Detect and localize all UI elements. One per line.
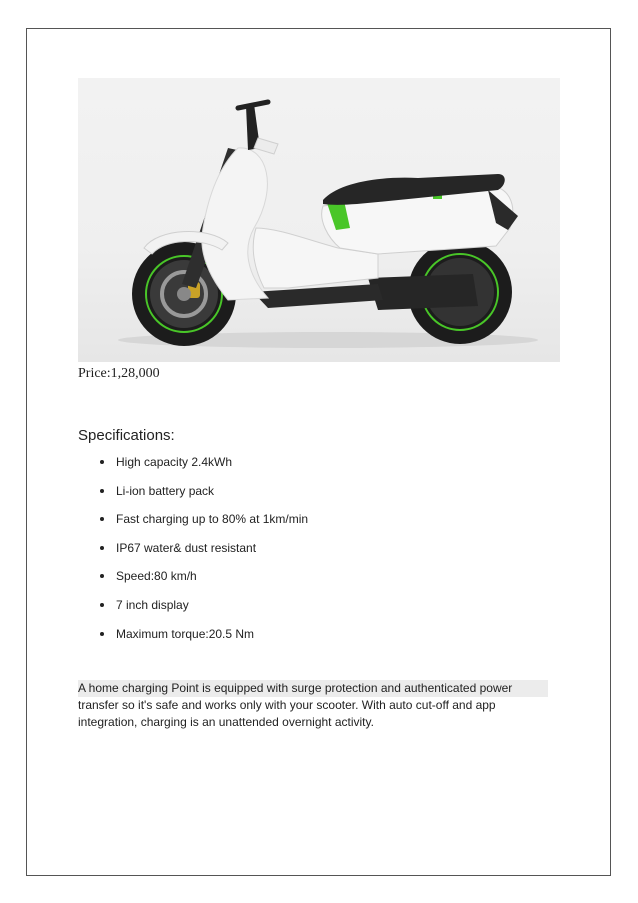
spec-item-text: High capacity 2.4kWh (116, 455, 233, 469)
bullet-icon (100, 574, 104, 578)
scooter-image (78, 78, 560, 362)
specifications-list (96, 455, 308, 655)
specifications-heading: Specifications: (78, 427, 175, 444)
paragraph-line: transfer so it's safe and works only with your scooter. With auto cut-off and app (78, 698, 496, 712)
spec-item-text: Fast charging up to 80% at 1km/min (116, 512, 309, 527)
list-item (96, 598, 308, 627)
bullet-icon (100, 517, 104, 521)
bullet-icon (100, 489, 104, 493)
price-text: Price:1,28,000 (78, 366, 160, 381)
list-item (96, 455, 308, 484)
scooter-illustration (78, 78, 560, 362)
list-item (96, 512, 308, 541)
list-item (96, 627, 308, 656)
bullet-icon (100, 546, 104, 550)
list-item (96, 484, 308, 513)
paragraph-line: integration, charging is an unattended overnight activity. (78, 715, 374, 729)
spec-item-text: Maximum torque:20.5 Nm (116, 626, 255, 641)
spec-item-text: 7 inch display (116, 597, 189, 612)
bullet-icon (100, 460, 104, 464)
bullet-icon (100, 603, 104, 607)
bullet-icon (100, 632, 104, 636)
spec-item-text: Speed:80 km/h (116, 569, 197, 584)
spec-item-text: Li-ion battery pack (116, 483, 215, 498)
list-item (96, 541, 308, 570)
spec-item-text: IP67 water& dust resistant (116, 540, 257, 555)
charging-paragraph (78, 680, 548, 731)
paragraph-line: A home charging Point is equipped with surge protection and authenticated power (78, 680, 548, 697)
list-item (96, 569, 308, 598)
